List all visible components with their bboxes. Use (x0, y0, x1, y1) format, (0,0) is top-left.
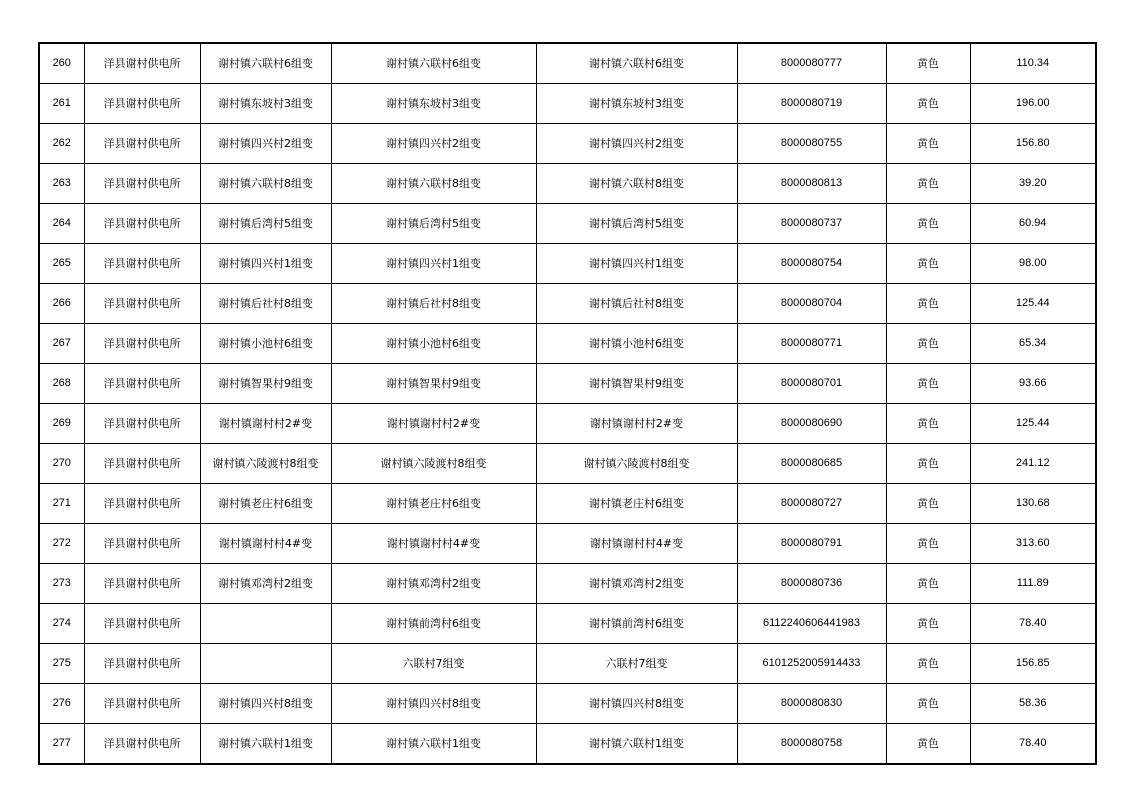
transformer-name-cell (200, 604, 331, 644)
line-name-cell: 谢村镇六联村8组变 (331, 164, 536, 204)
meter-id-cell: 8000080727 (737, 484, 886, 524)
meter-id-cell: 8000080737 (737, 204, 886, 244)
transformer-name-cell: 谢村镇谢村村4#变 (200, 524, 331, 564)
meter-id-cell: 8000080813 (737, 164, 886, 204)
row-index-cell: 262 (39, 124, 84, 164)
warning-level-cell: 黄色 (886, 524, 970, 564)
station-area-cell: 谢村镇六联村1组变 (536, 724, 737, 765)
row-index-cell: 275 (39, 644, 84, 684)
station-area-cell: 谢村镇六联村6组变 (536, 43, 737, 84)
warning-level-cell: 黄色 (886, 364, 970, 404)
warning-level-cell: 黄色 (886, 324, 970, 364)
supply-station-cell: 洋县谢村供电所 (84, 444, 200, 484)
supply-station-cell: 洋县谢村供电所 (84, 644, 200, 684)
warning-level-cell: 黄色 (886, 404, 970, 444)
station-area-cell: 谢村镇六陵渡村8组变 (536, 444, 737, 484)
meter-id-cell: 8000080736 (737, 564, 886, 604)
line-name-cell: 谢村镇六联村1组变 (331, 724, 536, 765)
table-row (39, 244, 1096, 284)
meter-id-cell: 8000080685 (737, 444, 886, 484)
value-cell: 241.12 (970, 444, 1096, 484)
station-area-cell: 谢村镇六联村8组变 (536, 164, 737, 204)
line-name-cell: 谢村镇前湾村6组变 (331, 604, 536, 644)
supply-station-cell: 洋县谢村供电所 (84, 124, 200, 164)
supply-station-cell: 洋县谢村供电所 (84, 324, 200, 364)
row-index-cell: 270 (39, 444, 84, 484)
meter-id-cell: 8000080771 (737, 324, 886, 364)
row-index-cell: 274 (39, 604, 84, 644)
table-row (39, 684, 1096, 724)
value-cell: 196.00 (970, 84, 1096, 124)
station-area-cell: 谢村镇东坡村3组变 (536, 84, 737, 124)
meter-id-cell: 8000080701 (737, 364, 886, 404)
warning-level-cell: 黄色 (886, 684, 970, 724)
station-area-cell: 谢村镇后社村8组变 (536, 284, 737, 324)
value-cell: 156.80 (970, 124, 1096, 164)
warning-level-cell: 黄色 (886, 724, 970, 765)
meter-id-cell: 8000080758 (737, 724, 886, 765)
supply-station-cell: 洋县谢村供电所 (84, 524, 200, 564)
value-cell: 65.34 (970, 324, 1096, 364)
meter-id-cell: 8000080777 (737, 43, 886, 84)
table-row (39, 204, 1096, 244)
station-area-cell: 谢村镇邓湾村2组变 (536, 564, 737, 604)
meter-id-cell: 6112240606441983 (737, 604, 886, 644)
row-index-cell: 263 (39, 164, 84, 204)
supply-station-cell: 洋县谢村供电所 (84, 284, 200, 324)
line-name-cell: 谢村镇老庄村6组变 (331, 484, 536, 524)
station-area-cell: 谢村镇智果村9组变 (536, 364, 737, 404)
station-area-cell: 谢村镇谢村村4#变 (536, 524, 737, 564)
supply-station-cell: 洋县谢村供电所 (84, 244, 200, 284)
warning-level-cell: 黄色 (886, 43, 970, 84)
warning-level-cell: 黄色 (886, 284, 970, 324)
table-body (39, 43, 1096, 764)
row-index-cell: 273 (39, 564, 84, 604)
row-index-cell: 264 (39, 204, 84, 244)
meter-id-cell: 8000080754 (737, 244, 886, 284)
transformer-name-cell: 谢村镇六陵渡村8组变 (200, 444, 331, 484)
station-area-cell: 谢村镇老庄村6组变 (536, 484, 737, 524)
supply-station-cell: 洋县谢村供电所 (84, 164, 200, 204)
warning-level-cell: 黄色 (886, 124, 970, 164)
line-name-cell: 六联村7组变 (331, 644, 536, 684)
transformer-name-cell (200, 644, 331, 684)
station-area-cell: 六联村7组变 (536, 644, 737, 684)
transformer-name-cell: 谢村镇后社村8组变 (200, 284, 331, 324)
line-name-cell: 谢村镇东坡村3组变 (331, 84, 536, 124)
warning-level-cell: 黄色 (886, 164, 970, 204)
value-cell: 60.94 (970, 204, 1096, 244)
station-area-cell: 谢村镇四兴村2组变 (536, 124, 737, 164)
line-name-cell: 谢村镇六联村6组变 (331, 43, 536, 84)
row-index-cell: 267 (39, 324, 84, 364)
meter-id-cell: 8000080719 (737, 84, 886, 124)
table-row (39, 84, 1096, 124)
line-name-cell: 谢村镇四兴村2组变 (331, 124, 536, 164)
value-cell: 93.66 (970, 364, 1096, 404)
value-cell: 58.36 (970, 684, 1096, 724)
transformer-name-cell: 谢村镇六联村6组变 (200, 43, 331, 84)
warning-level-cell: 黄色 (886, 644, 970, 684)
value-cell: 125.44 (970, 284, 1096, 324)
table-row (39, 364, 1096, 404)
supply-station-cell: 洋县谢村供电所 (84, 604, 200, 644)
value-cell: 313.60 (970, 524, 1096, 564)
supply-station-cell: 洋县谢村供电所 (84, 43, 200, 84)
supply-station-cell: 洋县谢村供电所 (84, 204, 200, 244)
row-index-cell: 266 (39, 284, 84, 324)
line-name-cell: 谢村镇谢村村4#变 (331, 524, 536, 564)
meter-id-cell: 8000080755 (737, 124, 886, 164)
value-cell: 156.85 (970, 644, 1096, 684)
row-index-cell: 265 (39, 244, 84, 284)
transformer-name-cell: 谢村镇后湾村5组变 (200, 204, 331, 244)
supply-station-cell: 洋县谢村供电所 (84, 724, 200, 765)
row-index-cell: 268 (39, 364, 84, 404)
station-area-cell: 谢村镇四兴村1组变 (536, 244, 737, 284)
row-index-cell: 261 (39, 84, 84, 124)
value-cell: 78.40 (970, 604, 1096, 644)
line-name-cell: 谢村镇邓湾村2组变 (331, 564, 536, 604)
table-row (39, 43, 1096, 84)
row-index-cell: 272 (39, 524, 84, 564)
transformer-name-cell: 谢村镇老庄村6组变 (200, 484, 331, 524)
transformer-name-cell: 谢村镇邓湾村2组变 (200, 564, 331, 604)
table-row (39, 644, 1096, 684)
transformer-name-cell: 谢村镇四兴村1组变 (200, 244, 331, 284)
line-name-cell: 谢村镇后社村8组变 (331, 284, 536, 324)
row-index-cell: 271 (39, 484, 84, 524)
station-area-cell: 谢村镇后湾村5组变 (536, 204, 737, 244)
transformer-name-cell: 谢村镇四兴村8组变 (200, 684, 331, 724)
line-name-cell: 谢村镇后湾村5组变 (331, 204, 536, 244)
table-row (39, 124, 1096, 164)
meter-id-cell: 8000080791 (737, 524, 886, 564)
line-name-cell: 谢村镇六陵渡村8组变 (331, 444, 536, 484)
transformer-name-cell: 谢村镇小池村6组变 (200, 324, 331, 364)
supply-station-cell: 洋县谢村供电所 (84, 484, 200, 524)
meter-id-cell: 8000080830 (737, 684, 886, 724)
transformer-name-cell: 谢村镇六联村1组变 (200, 724, 331, 765)
line-name-cell: 谢村镇智果村9组变 (331, 364, 536, 404)
warning-level-cell: 黄色 (886, 204, 970, 244)
transformer-name-cell: 谢村镇智果村9组变 (200, 364, 331, 404)
table-row (39, 484, 1096, 524)
warning-level-cell: 黄色 (886, 604, 970, 644)
value-cell: 78.40 (970, 724, 1096, 765)
table-row (39, 404, 1096, 444)
value-cell: 98.00 (970, 244, 1096, 284)
line-name-cell: 谢村镇小池村6组变 (331, 324, 536, 364)
meter-id-cell: 8000080690 (737, 404, 886, 444)
value-cell: 111.89 (970, 564, 1096, 604)
table-row (39, 444, 1096, 484)
transformer-name-cell: 谢村镇谢村村2#变 (200, 404, 331, 444)
table-row (39, 604, 1096, 644)
table-row (39, 284, 1096, 324)
warning-level-cell: 黄色 (886, 444, 970, 484)
station-area-cell: 谢村镇四兴村8组变 (536, 684, 737, 724)
supply-station-cell: 洋县谢村供电所 (84, 84, 200, 124)
meter-id-cell: 8000080704 (737, 284, 886, 324)
warning-level-cell: 黄色 (886, 564, 970, 604)
warning-level-cell: 黄色 (886, 244, 970, 284)
table-row (39, 564, 1096, 604)
line-name-cell: 谢村镇四兴村8组变 (331, 684, 536, 724)
line-name-cell: 谢村镇谢村村2#变 (331, 404, 536, 444)
line-name-cell: 谢村镇四兴村1组变 (331, 244, 536, 284)
table-row (39, 164, 1096, 204)
meter-id-cell: 6101252005914433 (737, 644, 886, 684)
table-row (39, 324, 1096, 364)
station-area-cell: 谢村镇前湾村6组变 (536, 604, 737, 644)
transformer-name-cell: 谢村镇东坡村3组变 (200, 84, 331, 124)
station-area-cell: 谢村镇小池村6组变 (536, 324, 737, 364)
row-index-cell: 260 (39, 43, 84, 84)
station-area-cell: 谢村镇谢村村2#变 (536, 404, 737, 444)
row-index-cell: 276 (39, 684, 84, 724)
value-cell: 125.44 (970, 404, 1096, 444)
supply-station-cell: 洋县谢村供电所 (84, 404, 200, 444)
supply-station-cell: 洋县谢村供电所 (84, 684, 200, 724)
table-row (39, 524, 1096, 564)
row-index-cell: 269 (39, 404, 84, 444)
warning-level-cell: 黄色 (886, 84, 970, 124)
value-cell: 110.34 (970, 43, 1096, 84)
data-table (38, 42, 1097, 765)
transformer-name-cell: 谢村镇四兴村2组变 (200, 124, 331, 164)
supply-station-cell: 洋县谢村供电所 (84, 364, 200, 404)
table-row (39, 724, 1096, 765)
value-cell: 130.68 (970, 484, 1096, 524)
row-index-cell: 277 (39, 724, 84, 765)
supply-station-cell: 洋县谢村供电所 (84, 564, 200, 604)
value-cell: 39.20 (970, 164, 1096, 204)
warning-level-cell: 黄色 (886, 484, 970, 524)
transformer-name-cell: 谢村镇六联村8组变 (200, 164, 331, 204)
